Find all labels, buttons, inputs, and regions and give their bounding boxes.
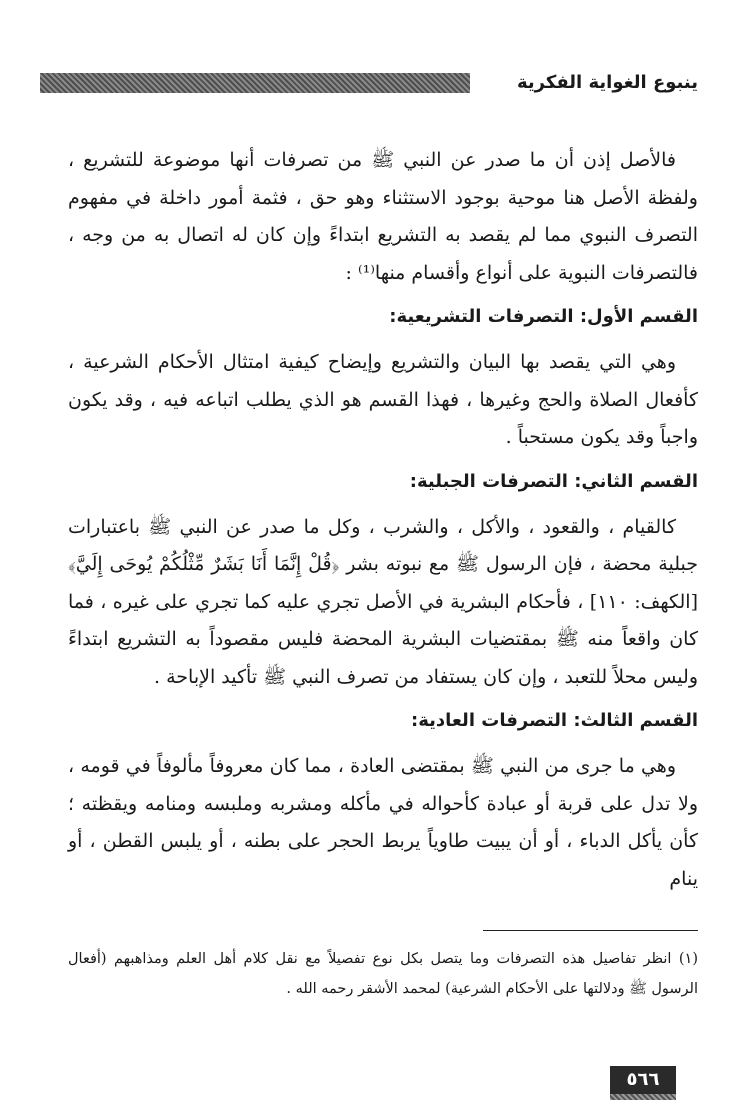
section-heading-3: القسم الثالث: التصرفات العادية: <box>411 710 698 731</box>
running-header <box>40 70 698 96</box>
footnote-divider <box>483 930 698 931</box>
header-decorative-bar <box>40 73 470 93</box>
page-number: ٥٦٦ <box>610 1066 676 1094</box>
footnote: (١) انظر تفاصيل هذه التصرفات وما يتصل بكل نوع تفصيلاً مع نقل كلام أهل العلم ومذاهبهم (أفعال الرسول ﷺ ودلالتها على الأحكام الشرعية) لمحمد الأشقر رحمه الله . <box>68 951 698 997</box>
section-paragraph-3: وهي ما جرى من النبي ﷺ بمقتضى العادة ، مما كان معروفاً مألوفاً في قومه ، ولا تدل على قربة أو عبادة كأحواله في مأكله ومشربه وملبسه ومنامه ويقظته ؛ كأن يأكل الدباء ، أو أن يبيت طاوياً يربط الحجر على بطنه ، أو يلبس القطن ، أو ينام <box>68 755 698 890</box>
section-paragraph-2: كالقيام ، والقعود ، والأكل ، والشرب ، وكل ما صدر عن النبي ﷺ باعتبارات جبلية محضة ، فإن الرسول ﷺ مع نبوته بشر ﴿قُلْ إِنَّمَا أَنَا بَشَرٌ مِّثْلُكُمْ يُوحَى إِلَيَّ﴾ [الكهف: ١١٠] ، فأحكام البشرية في الأصل تجري عليه كما تجري على غيره ، فما كان واقعاً منه ﷺ بمقتضيات البشرية المحضة فليس مقصوداً به التشريع ابتداءً وليس محلاً للتعبد ، وإن كان يستفاد من تصرف النبي ﷺ تأكيد الإباحة . <box>68 515 698 688</box>
main-text <box>68 142 698 898</box>
page-number-decoration <box>610 1094 676 1100</box>
section-paragraph-1: وهي التي يقصد بها البيان والتشريع وإيضاح كيفية امتثال الأحكام الشرعية ، كأفعال الصلاة والحج وغيرها ، فهذا القسم هو الذي يطلب اتباعه فيه ، وقد يكون واجباً وقد يكون مستحباً . <box>68 351 698 448</box>
intro-paragraph: فالأصل إذن أن ما صدر عن النبي ﷺ من تصرفات أنها موضوعة للتشريع ، ولفظة الأصل هنا موحية بوجود الاستثناء وهو حق ، فثمة أمور داخلة في مفهوم التصرف النبوي مما لم يقصد به التشريع ابتداءً وإن كان له اتصال به من وجه ، فالتصرفات النبوية على أنواع وأقسام منها⁽¹⁾ : <box>68 149 698 284</box>
section-heading-1: القسم الأول: التصرفات التشريعية: <box>389 306 698 327</box>
section-heading-2: القسم الثاني: التصرفات الجبلية: <box>409 470 698 492</box>
running-header-title: ينبوع الغواية الفكرية <box>516 72 698 93</box>
